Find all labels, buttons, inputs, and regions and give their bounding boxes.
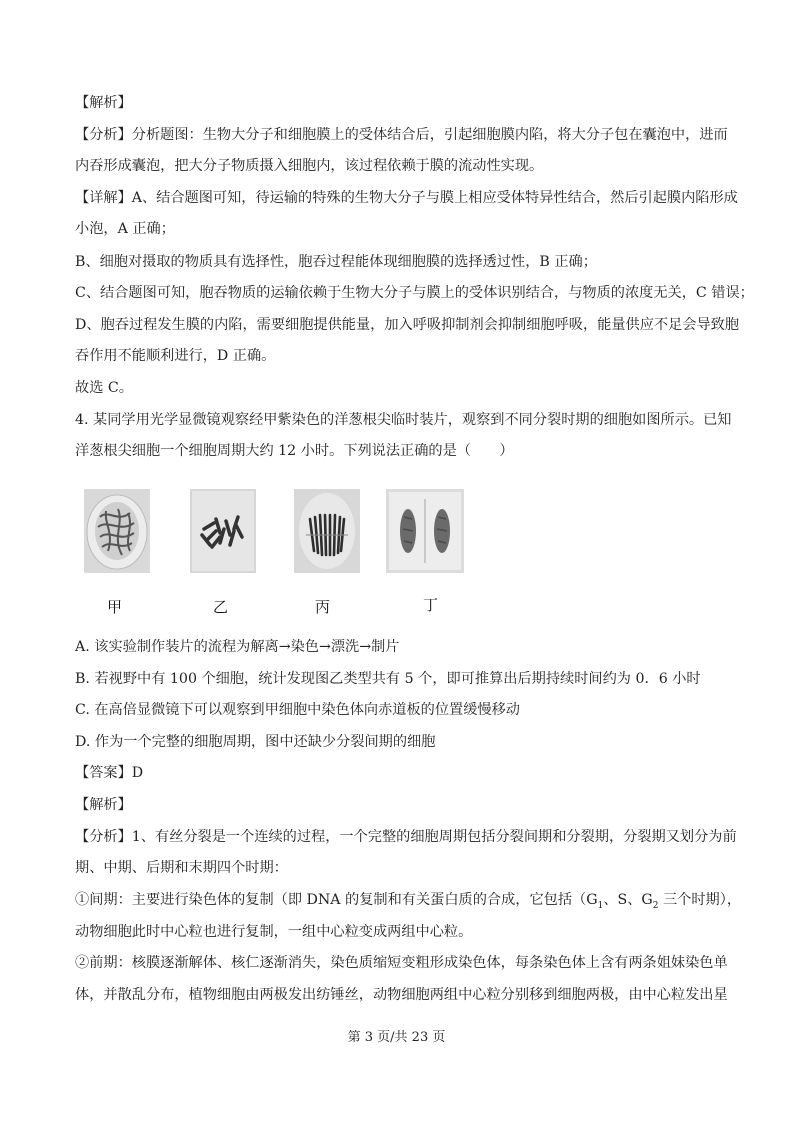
interphase-text: 三个时期）， [658, 892, 742, 908]
question-stem: 4. 某同学用光学显微镜观察经甲紫染色的洋葱根尖临时装片，观察到不同分裂时期的细胞如图所示。已知 [75, 412, 732, 428]
interphase-paragraph [75, 890, 741, 916]
analysis-paragraph: 动物细胞此时中心粒也进行复制，一组中心粒变成两组中心粒。 [75, 924, 473, 940]
answer: 【答案】D [75, 765, 144, 781]
detail-paragraph: 小泡，A 正确； [75, 221, 175, 237]
prophase-paragraph: 体，并散乱分布，植物细胞由两极发出纺锤丝，动物细胞两组中心粒分别移到细胞两极，由中心粒发出星 [75, 987, 728, 1003]
analysis-heading: 【解析】 [75, 797, 132, 813]
detail-paragraph: B、细胞对摄取的物质具有选择性，胞吞过程能体现细胞膜的选择透过性，B 正确； [75, 254, 597, 270]
analysis-paragraph: 内吞形成囊泡，把大分子物质摄入细胞内，该过程依赖于膜的流动性实现。 [75, 158, 544, 174]
cell-image-ding [386, 489, 464, 573]
detail-paragraph: 【详解】A、结合题图可知，待运输的特殊的生物大分子与膜上相应受体特异性结合，然后引起膜内陷形成 [75, 190, 738, 206]
option-c: C. 在高倍显微镜下可以观察到甲细胞中染色体向赤道板的位置缓慢移动 [75, 702, 520, 718]
analysis-paragraph: 【分析】分析题图：生物大分子和细胞膜上的受体结合后，引起细胞膜内陷，将大分子包在囊泡中，进而 [75, 127, 728, 143]
figure-label-bing: 丙 [315, 598, 331, 616]
cell-image-jia [84, 489, 150, 573]
page-footer: 第 3 页/共 23 页 [347, 1030, 446, 1045]
detail-paragraph: 吞作用不能顺利进行，D 正确。 [75, 348, 276, 364]
question-stem: 洋葱根尖细胞一个细胞周期大约 12 小时。下列说法正确的是（ ） [75, 443, 514, 459]
interphase-text: 、S、G [603, 892, 653, 908]
conclusion: 故选 C。 [75, 380, 133, 396]
analysis-heading: 【解析】 [75, 95, 132, 111]
figure-label-ding: 丁 [423, 596, 439, 614]
analysis-paragraph: 期、中期、后期和末期四个时期： [75, 860, 288, 876]
analysis-paragraph: 【分析】1、有丝分裂是一个连续的过程，一个完整的细胞周期包括分裂间期和分裂期，分裂期又划分为前 [75, 829, 737, 845]
g2-subscript: 2 [652, 900, 659, 911]
option-d: D. 作为一个完整的细胞周期，图中还缺少分裂间期的细胞 [75, 734, 436, 750]
option-b: B. 若视野中有 100 个细胞，统计发现图乙类型共有 5 个，即可推算出后期持续时间约为 0．6 小时 [75, 671, 701, 687]
detail-paragraph: C、结合题图可知，胞吞物质的运输依赖于生物大分子与膜上的受体识别结合，与物质的浓度无关，C 错误； [75, 285, 754, 301]
cell-image-bing [294, 489, 360, 573]
option-a: A. 该实验制作装片的流程为解离→染色→漂洗→制片 [75, 639, 400, 655]
cell-image-yi [190, 489, 256, 573]
figure-label-yi: 乙 [213, 598, 229, 616]
prophase-paragraph: ②前期：核膜逐渐解体、核仁逐渐消失，染色质缩短变粗形成染色体，每条染色体上含有两条姐妹染色单 [75, 955, 728, 971]
g1-subscript: 1 [597, 900, 604, 911]
detail-paragraph: D、胞吞过程发生膜的内陷，需要细胞提供能量，加入呼吸抑制剂会抑制细胞呼吸，能量供应不足会导致胞 [75, 317, 740, 333]
figure-label-jia: 甲 [107, 598, 123, 616]
interphase-text: ①间期：主要进行染色体的复制（即 DNA 的复制和有关蛋白质的合成，它包括（G [75, 892, 598, 908]
